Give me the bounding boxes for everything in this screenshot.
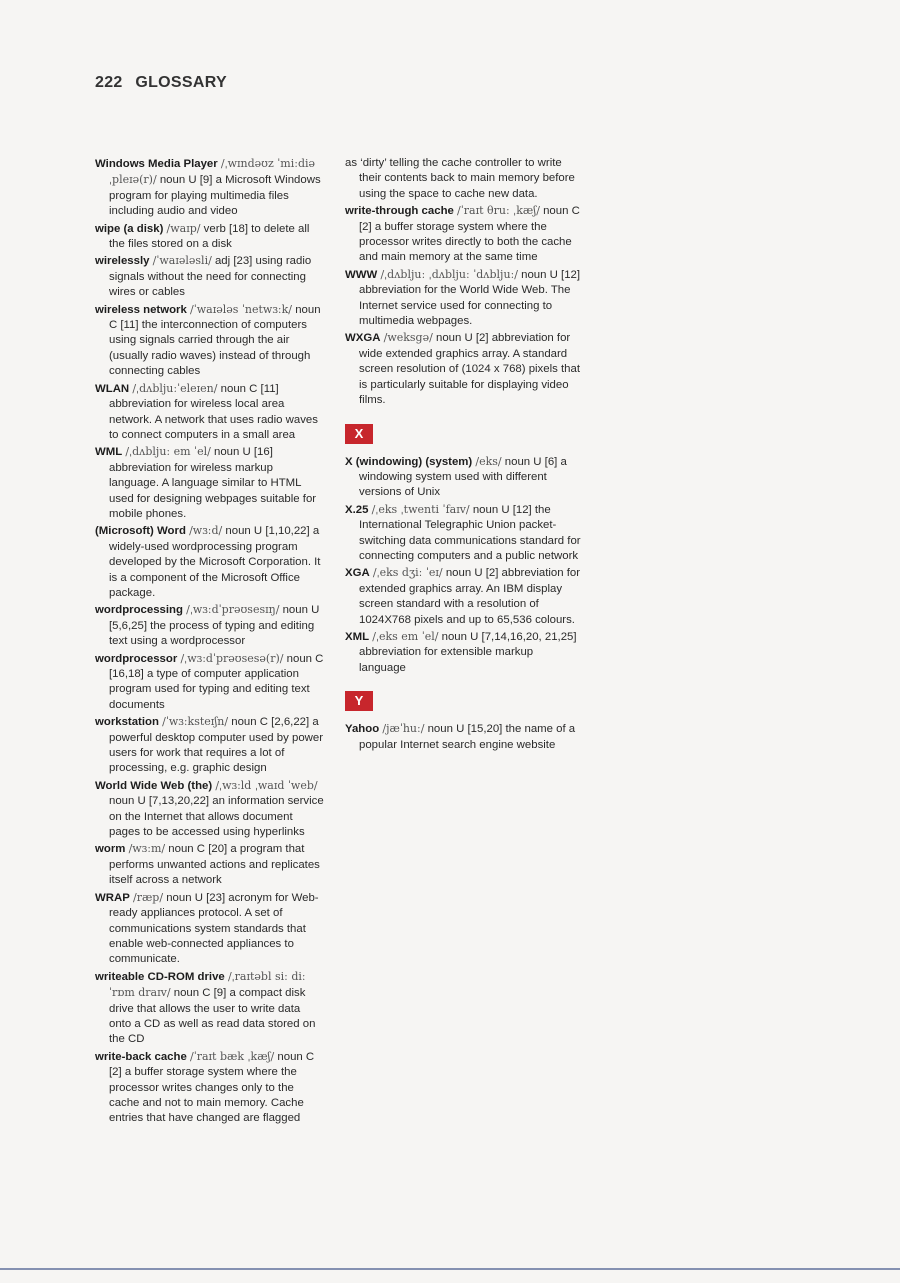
entry-headword: X.25: [345, 503, 369, 516]
entry-definition: noun U [23] acronym for Web-ready appliances protocol. A set of communications system standards that enable web-connected appliances to communicate.: [109, 891, 319, 966]
entry-definition: noun C [16,18] a type of computer application program used for typing and editing text documents: [109, 652, 324, 711]
entry-pronunciation: /jæˈhuː/: [382, 722, 425, 736]
glossary-entry: [95, 523, 325, 601]
entry-definition: noun C [2] a buffer storage system where the processor writes changes only to the cache and not to main memory. Cache entries that have changed are flagged: [109, 1050, 315, 1125]
entry-definition: noun U [16] abbreviation for wireless markup language. A language similar to HTML used for designing webpages suitable for mobile phones.: [109, 446, 317, 520]
left-entry-list: [95, 156, 325, 1127]
glossary-entry: [95, 969, 325, 1048]
glossary-entry: [95, 890, 325, 968]
entry-definition: noun C [20] a program that performs unwanted actions and replicates itself across a network: [109, 843, 320, 887]
entry-headword: writeable CD-ROM drive: [95, 970, 225, 983]
entry-definition: noun U [6] a windowing system used with different versions of Unix: [359, 455, 567, 499]
entry-pronunciation: /ˈraɪt bæk ˌkæʃ/: [189, 1049, 275, 1063]
entry-pronunciation: /ˈwaɪələsli/: [152, 254, 212, 268]
entry-pronunciation: /wɜːd/: [189, 524, 223, 538]
glossary-entry: [95, 156, 325, 220]
entry-pronunciation: /ˌeks ˌtwenti ˈfaɪv/: [371, 502, 470, 516]
entry-headword: workstation: [95, 716, 159, 729]
section-y-entries: [345, 721, 581, 753]
entry-headword: wordprocessor: [95, 652, 178, 665]
entry-pronunciation: /weksgə/: [383, 331, 433, 345]
section-x-entries: [345, 454, 581, 677]
page-number: 222: [95, 74, 123, 91]
entry-headword: wipe (a disk): [95, 222, 164, 235]
glossary-entry: [345, 267, 581, 330]
entry-pronunciation: /ˌdʌbljuː em ˈel/: [125, 445, 211, 459]
glossary-entry: [345, 454, 581, 501]
entry-headword: WXGA: [345, 332, 381, 345]
entry-headword: Windows Media Player: [95, 158, 218, 170]
glossary-entry: [345, 502, 581, 565]
page-title: GLOSSARY: [135, 74, 227, 91]
glossary-entry: [345, 629, 581, 676]
entry-definition: noun C [11] abbreviation for wireless local area network. A network that uses radio waves to connect computers in a small area: [109, 382, 318, 441]
entry-definition: noun C [2] a buffer storage system where the processor writes directly to both the cache and main memory at the same time: [359, 205, 580, 264]
glossary-entry: [95, 302, 325, 380]
entry-headword: WRAP: [95, 891, 130, 904]
glossary-entry: [95, 602, 325, 649]
glossary-entry: [95, 253, 325, 300]
entry-pronunciation: /eks/: [475, 454, 502, 468]
entry-definition: noun U [15,20] the name of a popular Internet search engine website: [359, 723, 576, 751]
entry-pronunciation: /ˌdʌbljuːˈeleɪen/: [132, 381, 218, 395]
entry-definition: noun U [7,13,20,22] an information service on the Internet that allows document pages to be accessed using hyperlinks: [109, 795, 324, 839]
glossary-entry: [95, 1049, 325, 1127]
glossary-entry: [95, 778, 325, 841]
glossary-entry: [95, 221, 325, 253]
entry-definition: noun C [2,6,22] a powerful desktop computer used by power users for work that requires a lot of processing, e.g. graphic design: [109, 716, 324, 775]
glossary-entry: [345, 156, 581, 202]
page-header: [95, 74, 227, 92]
entry-headword: X (windowing) (system): [345, 455, 473, 468]
section-x-badge: X: [345, 424, 373, 444]
entry-definition: as ‘dirty’ telling the cache controller to write their contents back to main memory before using the space to cache new data.: [345, 157, 575, 200]
entry-pronunciation: /ˌeks em ˈel/: [372, 629, 439, 643]
entry-definition: noun U [5,6,25] the process of typing and editing text using a wordprocessor: [109, 604, 320, 648]
glossary-entry: [95, 841, 325, 888]
entry-headword: World Wide Web (the): [95, 779, 213, 792]
entry-pronunciation: /wɜːm/: [128, 842, 166, 856]
entry-definition: noun C [11] the interconnection of computers using signals carried through the air (usually radio waves) instead of through connecting cables: [109, 303, 321, 378]
left-column: [95, 156, 325, 1128]
entry-headword: write-through cache: [345, 205, 454, 218]
entry-definition: noun U [2] abbreviation for extended graphics array. An IBM display screen standard with a resolution of 1024X768 pixels and up to 65,536 colours.: [359, 567, 581, 626]
glossary-entry: [345, 565, 581, 628]
entry-pronunciation: /ræp/: [132, 890, 164, 904]
glossary-entry: [345, 330, 581, 408]
entry-headword: worm: [95, 843, 126, 856]
entry-pronunciation: /ˈwɜːksteɪʃn/: [162, 715, 229, 729]
entry-definition: noun U [9] a Microsoft Windows program for playing multimedia files including audio and video: [109, 174, 321, 218]
entry-pronunciation: /ˈwaɪələs ˈnetwɜːk/: [189, 302, 293, 316]
entry-definition: adj [23] using radio signals without the need for connecting wires or cables: [109, 255, 312, 299]
entry-pronunciation: /ˌwɜːdˈprəʊsesə(r)/: [180, 651, 284, 665]
entry-definition: noun U [12] abbreviation for the World Wide Web. The Internet service used for connecting to multimedia webpages.: [359, 268, 581, 328]
entry-headword: WLAN: [95, 382, 130, 395]
entry-headword: Yahoo: [345, 723, 380, 736]
entry-headword: wordprocessing: [95, 604, 183, 617]
entry-pronunciation: /ˌraɪtəbl siː diː ˈrɒm draɪv/: [109, 969, 306, 1000]
entry-definition: verb [18] to delete all the files stored on a disk: [109, 222, 310, 251]
entry-headword: write-back cache: [95, 1050, 187, 1063]
right-entry-list: [345, 156, 581, 409]
entry-headword: (Microsoft) Word: [95, 525, 186, 538]
glossary-entry: [95, 444, 325, 522]
entry-pronunciation: /ˌeks dʒiː ˈeɪ/: [372, 566, 443, 580]
glossary-entry: [95, 651, 325, 714]
entry-pronunciation: /ˌwɪndəʊz ˈmiːdiə ˌpleɪə(r)/: [109, 157, 316, 187]
glossary-entry: [95, 381, 325, 444]
entry-headword: XGA: [345, 567, 370, 580]
entry-pronunciation: /ˌwɜːdˈprəʊsesɪŋ/: [186, 603, 280, 617]
entry-headword: XML: [345, 630, 370, 643]
entry-definition: noun U [12] the International Telegraphic Union packet-switching data communications standard for connecting computers and a public network: [359, 503, 581, 562]
glossary-entry: [345, 203, 581, 266]
entry-headword: WML: [95, 446, 123, 459]
entry-headword: WWW: [345, 268, 378, 281]
entry-definition: noun U [1,10,22] a widely-used wordprocessing program developed by the Microsoft Corporation. It is a component of the Microsoft Office package.: [109, 525, 321, 599]
page-edge-line: [0, 1268, 900, 1270]
glossary-entry: [95, 714, 325, 777]
entry-pronunciation: /ˈraɪt θruː ˌkæʃ/: [457, 204, 540, 218]
entry-definition: noun U [7,14,16,20, 21,25] abbreviation for extensible markup language: [359, 630, 577, 674]
entry-definition: noun C [9] a compact disk drive that allows the user to write data onto a CD as well as read data stored on the CD: [109, 987, 316, 1046]
section-y-badge: Y: [345, 691, 373, 711]
entry-headword: wirelessly: [95, 255, 150, 268]
right-column: [345, 156, 581, 754]
entry-pronunciation: /ˌwɜːld ˌwaɪd ˈweb/: [215, 778, 318, 792]
entry-pronunciation: /waɪp/: [166, 221, 201, 235]
entry-headword: wireless network: [95, 303, 187, 316]
glossary-entry: [345, 721, 581, 753]
entry-definition: noun U [2] abbreviation for wide extended graphics array. A standard screen resolution of (1024 x 768) pixels that is particularly suitable for displaying video films.: [359, 332, 580, 407]
entry-pronunciation: /ˌdʌbljuː ˌdʌbljuː ˈdʌbljuː/: [380, 267, 518, 281]
